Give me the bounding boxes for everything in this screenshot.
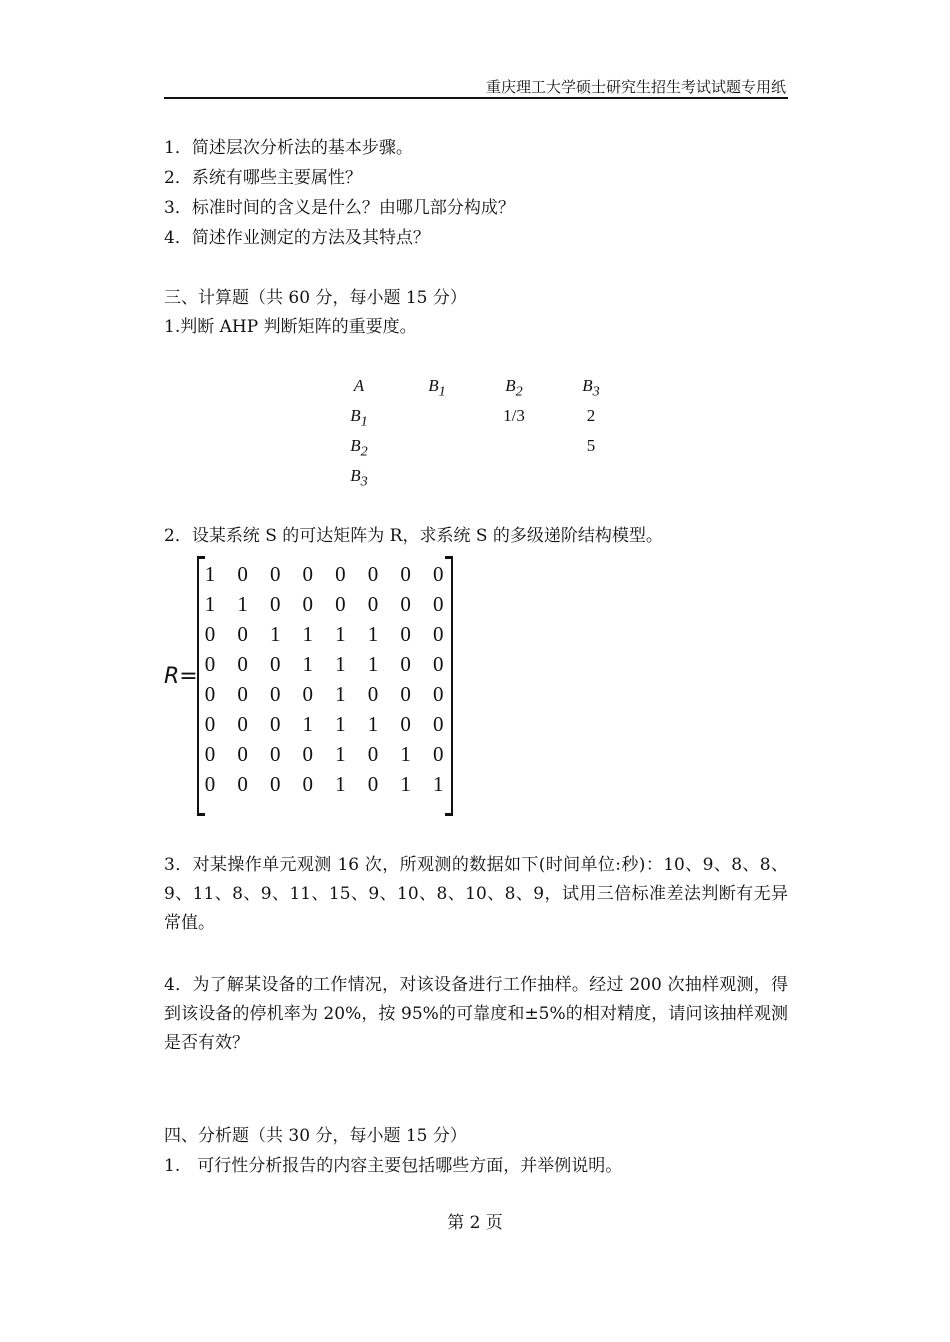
matrix-cell: 0 [302, 772, 314, 796]
matrix-cell: 1 [204, 592, 216, 616]
matrix-cell: 0 [367, 742, 379, 766]
page-number: 第 2 页 [447, 1213, 503, 1233]
matrix-cell: 0 [367, 772, 379, 796]
ahp-cell-b1-b2: 1/3 [503, 406, 525, 425]
header-title: 重庆理工大学硕士研究生招生考试试题专用纸 [485, 78, 786, 96]
matrix-cell: 0 [269, 652, 281, 676]
calc-question-2: 2．设某系统 S 的可达矩阵为 R，求系统 S 的多级递阶结构模型。 [164, 526, 663, 546]
matrix-cell: 0 [237, 682, 248, 706]
matrix-cell: 0 [335, 592, 346, 616]
matrix-cell: 0 [400, 592, 411, 616]
matrix-cell: 0 [237, 622, 248, 646]
matrix-cell: 1 [302, 712, 314, 736]
analysis-question-1: 1. 可行性分析报告的内容主要包括哪些方面，并举例说明。 [164, 1156, 623, 1176]
matrix-cell: 0 [204, 652, 216, 676]
ahp-cell-b2-b3: 5 [586, 436, 596, 455]
short-question-2: 2．系统有哪些主要属性？ [164, 168, 362, 188]
matrix-cell: 0 [400, 652, 411, 676]
calc-question-1: 1.判断 AHP 判断矩阵的重要度。 [164, 317, 417, 337]
matrix-cell: 0 [204, 712, 216, 736]
matrix-cell: 0 [269, 712, 281, 736]
matrix-cell: 0 [302, 682, 314, 706]
section-3-heading: 三、计算题（共 60 分，每小题 15 分） [164, 288, 467, 308]
matrix-cell: 0 [432, 682, 444, 706]
calc-question-3: 3．对某操作单元观测 16 次，所观测的数据如下(时间单位:秒)：10、9、8、8、9、11、8、9、11、15、9、10、8、10、8、9，试用三倍标准差法判断有无异常值。 [164, 855, 788, 933]
ahp-corner-label: A [353, 376, 365, 395]
matrix-cell: 0 [237, 652, 248, 676]
matrix-cell: 1 [367, 622, 379, 646]
matrix-cell: 1 [335, 742, 346, 766]
matrix-cell: 0 [432, 742, 444, 766]
matrix-cell: 0 [367, 592, 379, 616]
calc-question-4: 4．为了解某设备的工作情况，对该设备进行工作抽样。经过 200 次抽样观测，得到该设备的停机率为 20%，按 95%的可靠度和±5%的相对精度，请问该抽样观测是否有效？ [164, 975, 788, 1053]
matrix-cell: 0 [302, 742, 314, 766]
matrix-cell: 1 [335, 712, 346, 736]
header-rule [164, 97, 788, 99]
matrix-cell: 0 [204, 742, 216, 766]
ahp-row-header-b2: $B_2$ [350, 436, 368, 460]
matrix-cell: 1 [367, 652, 379, 676]
short-question-4: 4．简述作业测定的方法及其特点？ [164, 228, 430, 248]
matrix-cell: 0 [367, 562, 379, 586]
matrix-cell: 0 [400, 622, 411, 646]
matrix-cell: 1 [432, 772, 444, 796]
ahp-col-header-b2: $B_2$ [505, 376, 523, 400]
matrix-cell: 0 [269, 772, 281, 796]
ahp-col-header-b1: $B_1$ [428, 376, 446, 400]
matrix-cell: 0 [269, 562, 281, 586]
matrix-r-label: R= [164, 664, 198, 689]
matrix-cell: 0 [269, 682, 281, 706]
matrix-cell: 1 [400, 772, 411, 796]
matrix-cell: 0 [237, 742, 248, 766]
short-question-3: 3．标准时间的含义是什么？由哪几部分构成？ [164, 198, 515, 218]
matrix-cell: 1 [335, 682, 346, 706]
matrix-cell: 1 [302, 622, 314, 646]
ahp-col-header-b3: $B_3$ [582, 376, 600, 400]
matrix-cell: 0 [432, 712, 444, 736]
ahp-row-header-b1: $B_1$ [350, 406, 368, 430]
matrix-cell: 0 [237, 772, 248, 796]
matrix-cell: 1 [335, 622, 346, 646]
matrix-cell: 0 [302, 592, 314, 616]
matrix-cell: 0 [432, 562, 444, 586]
matrix-cell: 0 [237, 562, 248, 586]
matrix-cell: 1 [269, 622, 281, 646]
matrix-cell: 0 [269, 592, 281, 616]
matrix-cell: 0 [432, 622, 444, 646]
matrix-cell: 0 [432, 652, 444, 676]
matrix-cell: 0 [269, 742, 281, 766]
matrix-cell: 0 [204, 682, 216, 706]
matrix-cell: 0 [432, 592, 444, 616]
matrix-cell: 0 [237, 712, 248, 736]
ahp-row-header-b3: $B_3$ [350, 466, 368, 490]
ahp-cell-b1-b3: 2 [586, 406, 596, 425]
matrix-cell: 0 [335, 562, 346, 586]
matrix-cell: 0 [204, 622, 216, 646]
matrix-cell: 1 [335, 652, 346, 676]
matrix-cell: 0 [302, 562, 314, 586]
matrix-cell: 1 [302, 652, 314, 676]
short-question-1: 1．简述层次分析法的基本步骤。 [164, 138, 413, 158]
matrix-cell: 0 [400, 712, 411, 736]
matrix-cell: 0 [400, 682, 411, 706]
section-4-heading: 四、分析题（共 30 分，每小题 15 分） [164, 1126, 467, 1146]
matrix-cell: 1 [367, 712, 379, 736]
matrix-cell: 1 [204, 562, 216, 586]
matrix-cell: 1 [237, 592, 248, 616]
matrix-cell: 1 [400, 742, 411, 766]
matrix-cell: 0 [367, 682, 379, 706]
matrix-cell: 0 [204, 772, 216, 796]
matrix-cell: 0 [400, 562, 411, 586]
matrix-cell: 1 [335, 772, 346, 796]
